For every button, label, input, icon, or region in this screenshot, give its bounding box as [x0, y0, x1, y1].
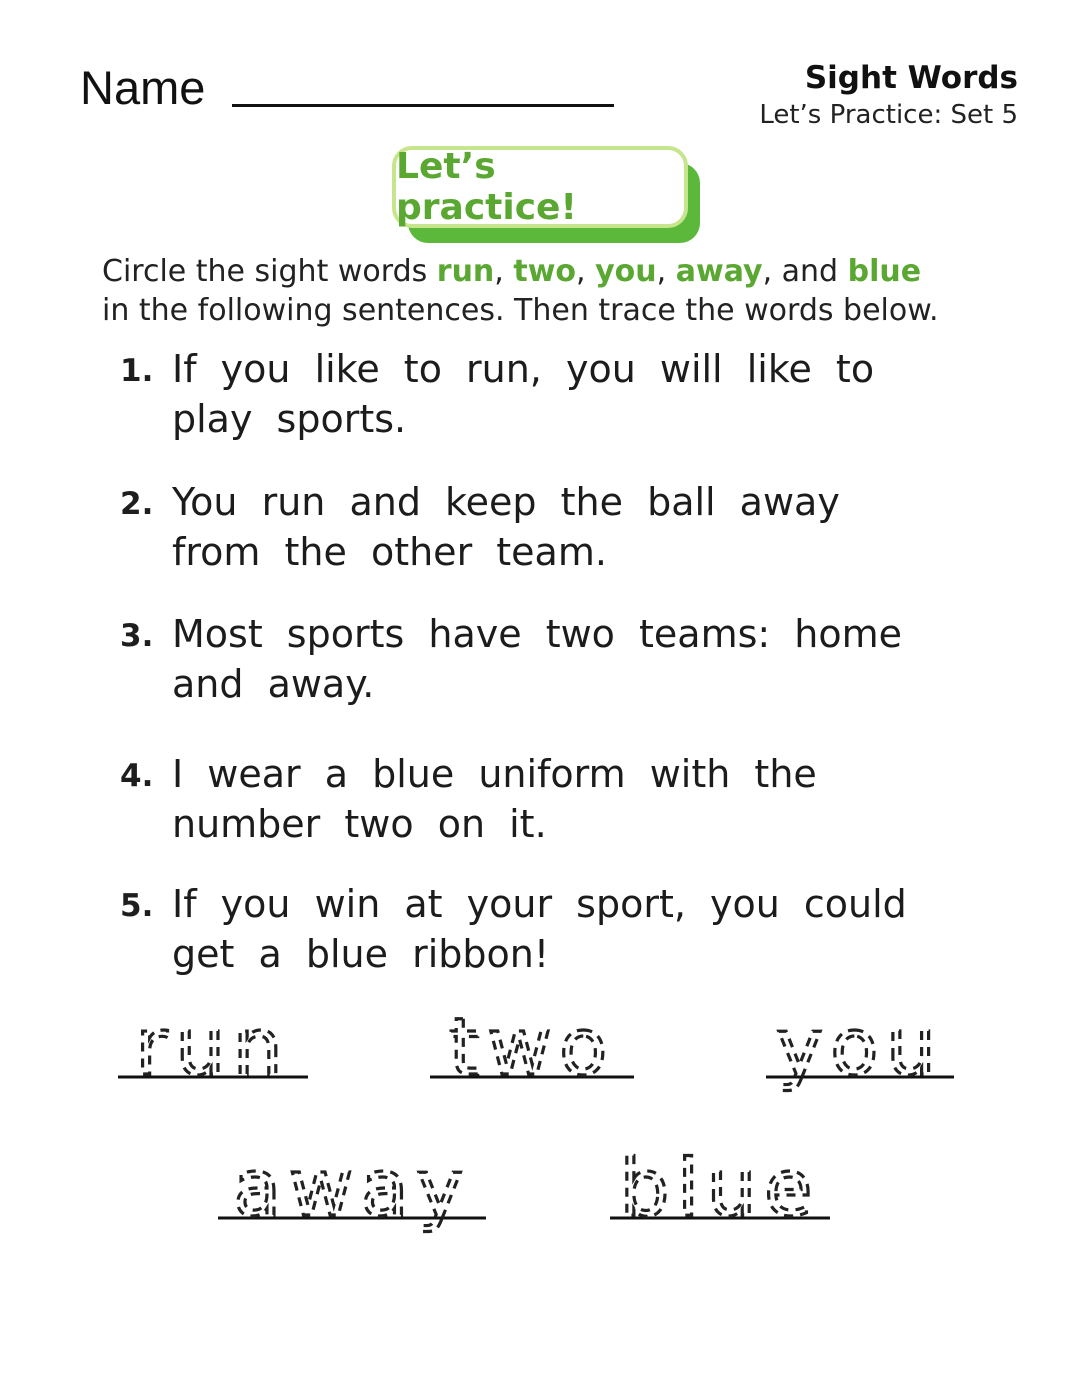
sight-word-two: two [513, 254, 577, 289]
trace-word-away[interactable]: away [233, 1144, 471, 1234]
sentence-text[interactable]: If you win at your sport, you could get a blue ribbon! [172, 882, 907, 976]
name-label: Name [80, 61, 206, 114]
sentence-text[interactable]: If you like to run, you will like to play sports. [172, 347, 875, 441]
title-block [759, 58, 1018, 132]
sentence-number: 4. [120, 758, 154, 794]
name-write-line[interactable] [232, 104, 614, 107]
sentence-4 [120, 749, 980, 849]
sentence-2 [120, 477, 980, 577]
worksheet-subtitle: Let’s Practice: Set 5 [759, 100, 1018, 130]
badge-text: Let’s practice! [396, 146, 577, 228]
worksheet-title: Sight Words [804, 60, 1018, 96]
instructions-prefix: Circle the sight words [102, 254, 437, 289]
sight-word-run: run [436, 254, 495, 289]
instructions [102, 252, 1042, 330]
trace-word-run[interactable]: run [135, 1003, 291, 1093]
instructions-line-1 [102, 252, 1042, 291]
sentence-5 [120, 879, 980, 979]
trace-word-you[interactable]: you [776, 1003, 944, 1093]
instructions-separator: , and [762, 254, 848, 289]
instructions-separator: , [494, 254, 514, 289]
sentence-text[interactable]: Most sports have two teams: home and away. [172, 612, 902, 706]
sight-word-you: you [595, 254, 657, 289]
sentence-number: 2. [120, 486, 154, 522]
trace-word-two[interactable]: two [448, 1003, 616, 1093]
trace-word-blue[interactable]: blue [619, 1144, 821, 1234]
sentence-1 [120, 344, 980, 444]
sight-word-away: away [675, 254, 763, 289]
instructions-separator: , [656, 254, 676, 289]
instructions-line-2: in the following sentences. Then trace the words below. [102, 293, 939, 328]
sentence-3 [120, 609, 980, 709]
trace-area [0, 990, 1080, 1280]
sentence-number: 5. [120, 888, 154, 924]
sentence-number: 1. [120, 353, 154, 389]
lets-practice-badge [392, 146, 688, 228]
instructions-separator: , [576, 254, 596, 289]
sentence-number: 3. [120, 618, 154, 654]
sentence-text[interactable]: I wear a blue uniform with the number two on it. [172, 752, 817, 846]
sight-word-blue: blue [847, 254, 922, 289]
sentence-text[interactable]: You run and keep the ball away from the other team. [172, 480, 840, 574]
